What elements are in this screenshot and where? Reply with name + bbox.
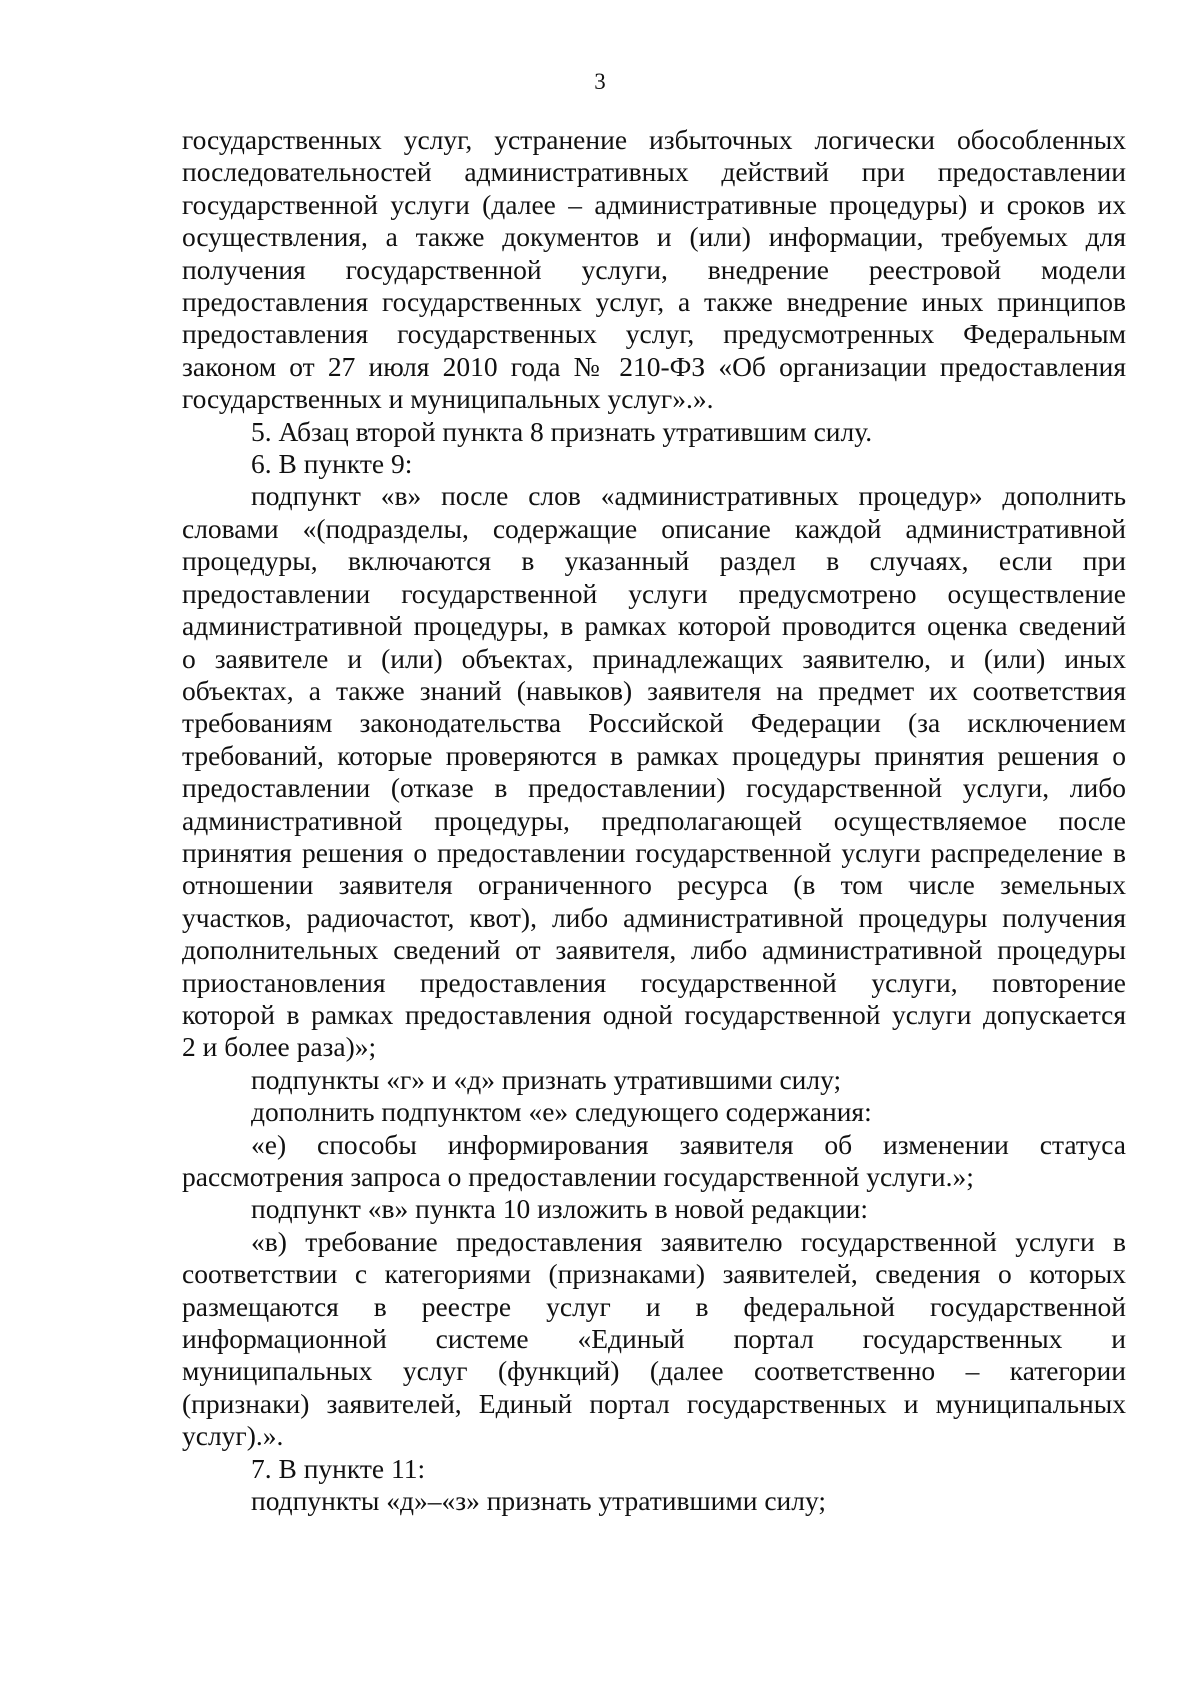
text-line: услуг).». <box>182 1420 284 1452</box>
text-line: участков, радиочастот, квот), либо административной процедуры получения <box>182 901 1126 933</box>
text-line: «в) требование предоставления заявителю государственной услуги в <box>251 1225 1126 1257</box>
text-line: административной процедуры, в рамках которой проводится оценка сведений <box>182 610 1126 642</box>
text-line: принятия решения о предоставлении государственной услуги распределение в <box>182 836 1126 868</box>
text-line: процедуры, включаются в указанный раздел в случаях, если при <box>182 545 1126 577</box>
text-line: подпункт «в» после слов «административных процедур» дополнить <box>251 480 1126 512</box>
page-number: 3 <box>594 69 606 94</box>
text-line: размещаются в реестре услуг и в федеральной государственной <box>182 1290 1126 1322</box>
text-line: которой в рамках предоставления одной государственной услуги допускается <box>182 998 1126 1030</box>
text-line: предоставлении государственной услуги предусмотрено осуществление <box>182 577 1126 609</box>
text-line: последовательностей административных действий при предоставлении <box>182 156 1126 188</box>
text-line: государственной услуги (далее – административные процедуры) и сроков их <box>182 188 1126 220</box>
text-line: «е) способы информирования заявителя об изменении статуса <box>251 1128 1126 1160</box>
text-line: информационной системе «Единый портал государственных и <box>182 1323 1126 1355</box>
text-line: 7. В пункте 11: <box>251 1452 426 1484</box>
text-line: отношении заявителя ограниченного ресурса (в том числе земельных <box>182 869 1126 901</box>
text-line: о заявителе и (или) объектах, принадлежащих заявителю, и (или) иных <box>182 642 1126 674</box>
text-line: 5. Абзац второй пункта 8 признать утратившим силу. <box>251 415 873 447</box>
text-line: объектах, а также знаний (навыков) заявителя на предмет их соответствия <box>182 674 1126 706</box>
text-line: подпункт «в» пункта 10 изложить в новой редакции: <box>251 1193 869 1225</box>
text-line: словами «(подразделы, содержащие описание каждой административной <box>182 512 1126 544</box>
text-line: осуществления, а также документов и (или) информации, требуемых для <box>182 221 1126 253</box>
text-line: предоставлении (отказе в предоставлении) государственной услуги, либо <box>182 772 1126 804</box>
text-line: подпункты «д»–«з» признать утратившими силу; <box>251 1485 827 1517</box>
text-line: дополнить подпунктом «е» следующего содержания: <box>251 1096 872 1128</box>
text-line: административной процедуры, предполагающей осуществляемое после <box>182 804 1126 836</box>
text-line: подпункты «г» и «д» признать утратившими силу; <box>251 1063 842 1095</box>
text-line: 2 и более раза)»; <box>182 1031 377 1063</box>
text-line: 6. В пункте 9: <box>251 448 413 480</box>
text-line: требованиям законодательства Российской Федерации (за исключением <box>182 707 1126 739</box>
text-line: дополнительных сведений от заявителя, либо административной процедуры <box>182 934 1126 966</box>
text-line: соответствии с категориями (признаками) заявителей, сведения о которых <box>182 1258 1126 1290</box>
text-line: приостановления предоставления государственной услуги, повторение <box>182 966 1126 998</box>
text-line: получения государственной услуги, внедрение реестровой модели <box>182 253 1126 285</box>
text-line: муниципальных услуг (функций) (далее соответственно – категории <box>182 1355 1126 1387</box>
text-line: требований, которые проверяются в рамках процедуры принятия решения о <box>182 739 1126 771</box>
text-line: предоставления государственных услуг, а также внедрение иных принципов <box>182 286 1126 318</box>
text-line: (признаки) заявителей, Единый портал государственных и муниципальных <box>182 1387 1126 1419</box>
text-line: законом от 27 июля 2010 года № 210-ФЗ «Об организации предоставления <box>182 350 1126 382</box>
text-line: рассмотрения запроса о предоставлении государственной услуги.»; <box>182 1161 974 1192</box>
text-line: предоставления государственных услуг, предусмотренных Федеральным <box>182 318 1126 350</box>
text-line: государственных и муниципальных услуг».». <box>182 383 714 415</box>
text-line: государственных услуг, устранение избыточных логически обособленных <box>182 124 1126 155</box>
document-body <box>182 124 1126 1517</box>
